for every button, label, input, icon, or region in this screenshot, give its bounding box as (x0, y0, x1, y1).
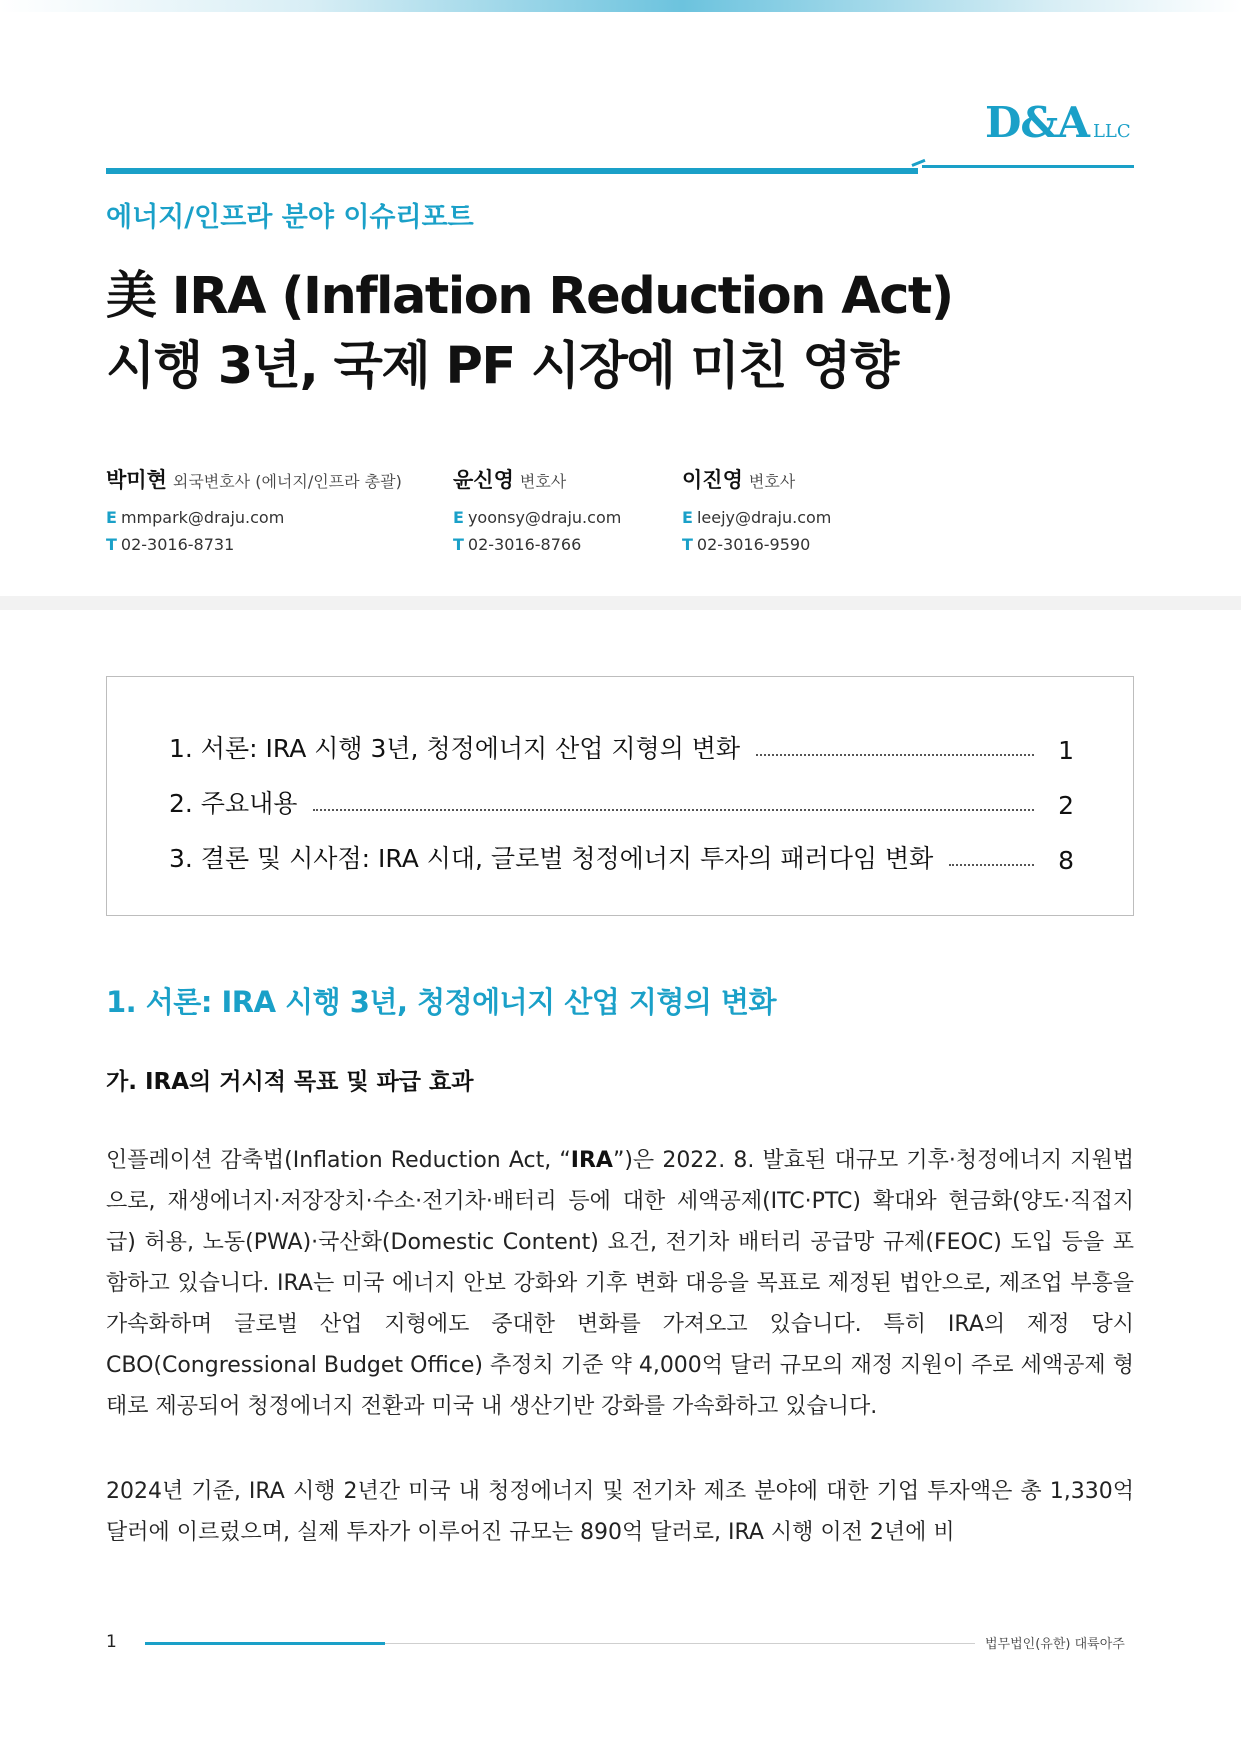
section-divider-band (0, 596, 1241, 610)
body-text: 2024년 기준, IRA 시행 2년간 미국 내 청정에너지 및 전기차 제조 분야에 대한 기업 투자액은 총 1,330억 달러에 이르렀으며, 실제 투자가 이루어진 규모는 890억 달러로, IRA 시행 이전 2년에 비 (106, 1479, 1134, 1545)
subsection-heading: 가. IRA의 거시적 목표 및 파급 효과 (106, 1069, 474, 1095)
toc-leader-dots (949, 863, 1034, 866)
toc-item-label: 3. 결론 및 시사점: IRA 시대, 글로벌 청정에너지 투자의 패러다임 변화 (169, 844, 934, 873)
author-role: 외국변호사 (에너지/인프라 총괄) (172, 472, 402, 491)
footer-rule-accent (145, 1642, 385, 1645)
email-label: E (682, 508, 693, 527)
toc-item[interactable] (169, 835, 1074, 875)
author-name: 박미현 (106, 468, 167, 492)
body-text-bold: IRA (570, 1148, 613, 1173)
toc-item[interactable] (169, 780, 1074, 820)
toc-leader-dots (756, 753, 1034, 756)
author-role: 변호사 (748, 472, 796, 491)
author-name: 윤신영 (453, 468, 514, 492)
body-paragraph (106, 1140, 1134, 1427)
title-line-2: 시행 3년, 국제 PF 시장에 미친 영향 (106, 337, 898, 396)
author-email[interactable]: mmpark@draju.com (120, 508, 285, 527)
author-2 (453, 464, 621, 554)
body-paragraph (106, 1471, 1134, 1553)
toc-item[interactable] (169, 725, 1074, 765)
report-title (106, 262, 953, 402)
toc-item-label: 2. 주요내용 (169, 789, 298, 818)
author-phone: 02-3016-9590 (696, 535, 811, 554)
header-rule (106, 168, 918, 174)
page-number: 1 (106, 1632, 117, 1652)
logo-main: D&A (985, 98, 1089, 147)
author-3 (682, 464, 831, 554)
company-logo (985, 98, 1131, 147)
author-phone: 02-3016-8766 (467, 535, 582, 554)
tel-label: T (106, 535, 117, 554)
header-rule-thin (922, 165, 1134, 168)
footer-rule (385, 1643, 975, 1644)
top-gradient-bar (0, 0, 1241, 12)
logo-sub: LLC (1092, 121, 1131, 142)
author-phone: 02-3016-8731 (120, 535, 235, 554)
report-category: 에너지/인프라 분야 이슈리포트 (106, 202, 474, 233)
body-text: ”)은 2022. 8. 발효된 대규모 기후·청정에너지 지원법으로, 재생에너지·저장장치·수소·전기차·배터리 등에 대한 세액공제(ITC·PTC) 확대와 현금화(양도·직접지급) 허용, 노동(PWA)·국산화(Domestic Content) 요건, 전기차 배터리 공급망 규제(FEOC) 도입 등을 포함하고 있습니다. IRA는 미국 에너지 안보 강화와 기후 변화 대응을 목표로 제정된 법안으로, 제조업 부흥을 가속화하며 글로벌 산업 지형에도 중대한 변화를 가져오고 있습니다. 특히 IRA의 제정 당시 CBO(Congressional Budget Office) 추정치 기준 약 4,000억 달러 규모의 재정 지원이 주로 세액공제 형태로 제공되어 청정에너지 전환과 미국 내 생산기반 강화를 가속화하고 있습니다. (106, 1148, 1134, 1419)
toc-item-label: 1. 서론: IRA 시행 3년, 청정에너지 산업 지형의 변화 (169, 734, 741, 763)
author-role: 변호사 (519, 472, 567, 491)
title-line-1: 美 IRA (Inflation Reduction Act) (106, 267, 953, 326)
toc-page-number: 8 (1058, 846, 1074, 875)
table-of-contents (106, 676, 1134, 916)
tel-label: T (682, 535, 693, 554)
footer-firm-name: 법무법인(유한) 대륙아주 (985, 1637, 1125, 1652)
author-1 (106, 464, 402, 554)
author-email[interactable]: leejy@draju.com (696, 508, 832, 527)
toc-page-number: 1 (1058, 736, 1074, 765)
tel-label: T (453, 535, 464, 554)
section-heading: 1. 서론: IRA 시행 3년, 청정에너지 산업 지형의 변화 (106, 985, 777, 1019)
author-name: 이진영 (682, 468, 743, 492)
email-label: E (453, 508, 464, 527)
author-email[interactable]: yoonsy@draju.com (467, 508, 622, 527)
email-label: E (106, 508, 117, 527)
body-text: 인플레이션 감축법(Inflation Reduction Act, “ (106, 1148, 571, 1173)
toc-leader-dots (313, 808, 1034, 811)
toc-page-number: 2 (1058, 791, 1074, 820)
